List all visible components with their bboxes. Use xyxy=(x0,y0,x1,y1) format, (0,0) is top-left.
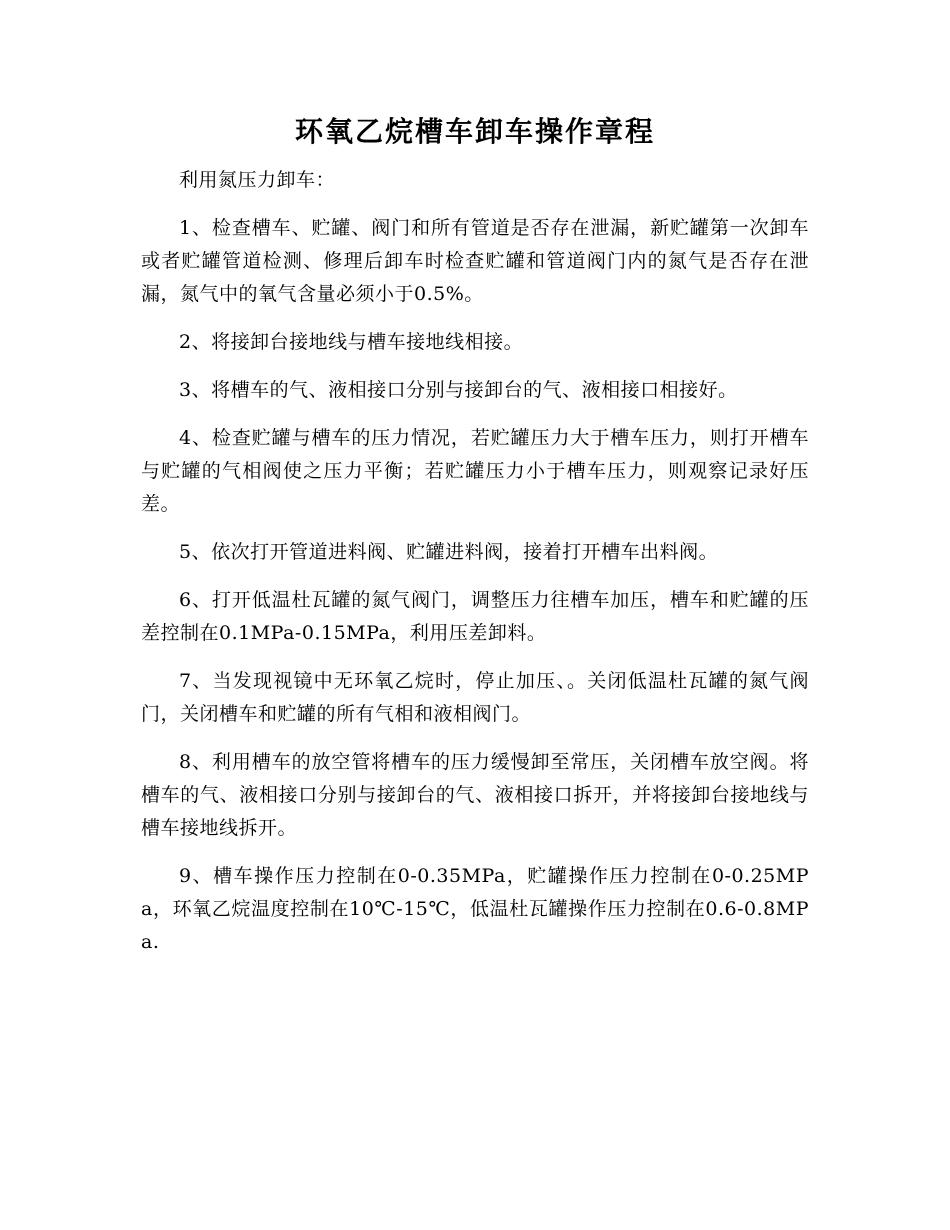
step-4-paragraph: 4、检查贮罐与槽车的压力情况，若贮罐压力大于槽车压力，则打开槽车与贮罐的气相阀使之压力平衡；若贮罐压力小于槽车压力，则观察记录好压差。 xyxy=(141,427,809,515)
step-7-paragraph: 7、当发现视镜中无环氧乙烷时，停止加压、。关闭低温杜瓦罐的氮气阀门，关闭槽车和贮罐的所有气相和液相阀门。 xyxy=(141,670,809,725)
step-9-paragraph: 9、槽车操作压力控制在0-0.35MPa，贮罐操作压力控制在0-0.25MPa，环氧乙烷温度控制在10℃-15℃，低温杜瓦罐操作压力控制在0.6-0.8MPa. xyxy=(141,865,809,953)
step-6-paragraph: 6、打开低温杜瓦罐的氮气阀门，调整压力往槽车加压，槽车和贮罐的压差控制在0.1MPa-0.15MPa，利用压差卸料。 xyxy=(141,589,809,644)
step-3-paragraph: 3、将槽车的气、液相接口分别与接卸台的气、液相接口相接好。 xyxy=(179,379,738,401)
step-2-paragraph: 2、将接卸台接地线与槽车接地线相接。 xyxy=(179,331,524,353)
step-1-paragraph: 1、检查槽车、贮罐、阀门和所有管道是否存在泄漏，新贮罐第一次卸车或者贮罐管道检测、修理后卸车时检查贮罐和管道阀门内的氮气是否存在泄漏，氮气中的氧气含量必须小于0.5%。 xyxy=(141,217,809,305)
step-5-paragraph: 5、依次打开管道进料阀、贮罐进料阀，接着打开槽车出料阀。 xyxy=(179,541,719,563)
step-8-paragraph: 8、利用槽车的放空管将槽车的压力缓慢卸至常压，关闭槽车放空阀。将槽车的气、液相接口分别与接卸台的气、液相接口拆开，并将接卸台接地线与槽车接地线拆开。 xyxy=(141,751,809,839)
document-body xyxy=(141,112,809,974)
intro-paragraph: 利用氮压力卸车： xyxy=(179,169,336,191)
document-title: 环氧乙烷槽车卸车操作章程 xyxy=(294,115,655,148)
